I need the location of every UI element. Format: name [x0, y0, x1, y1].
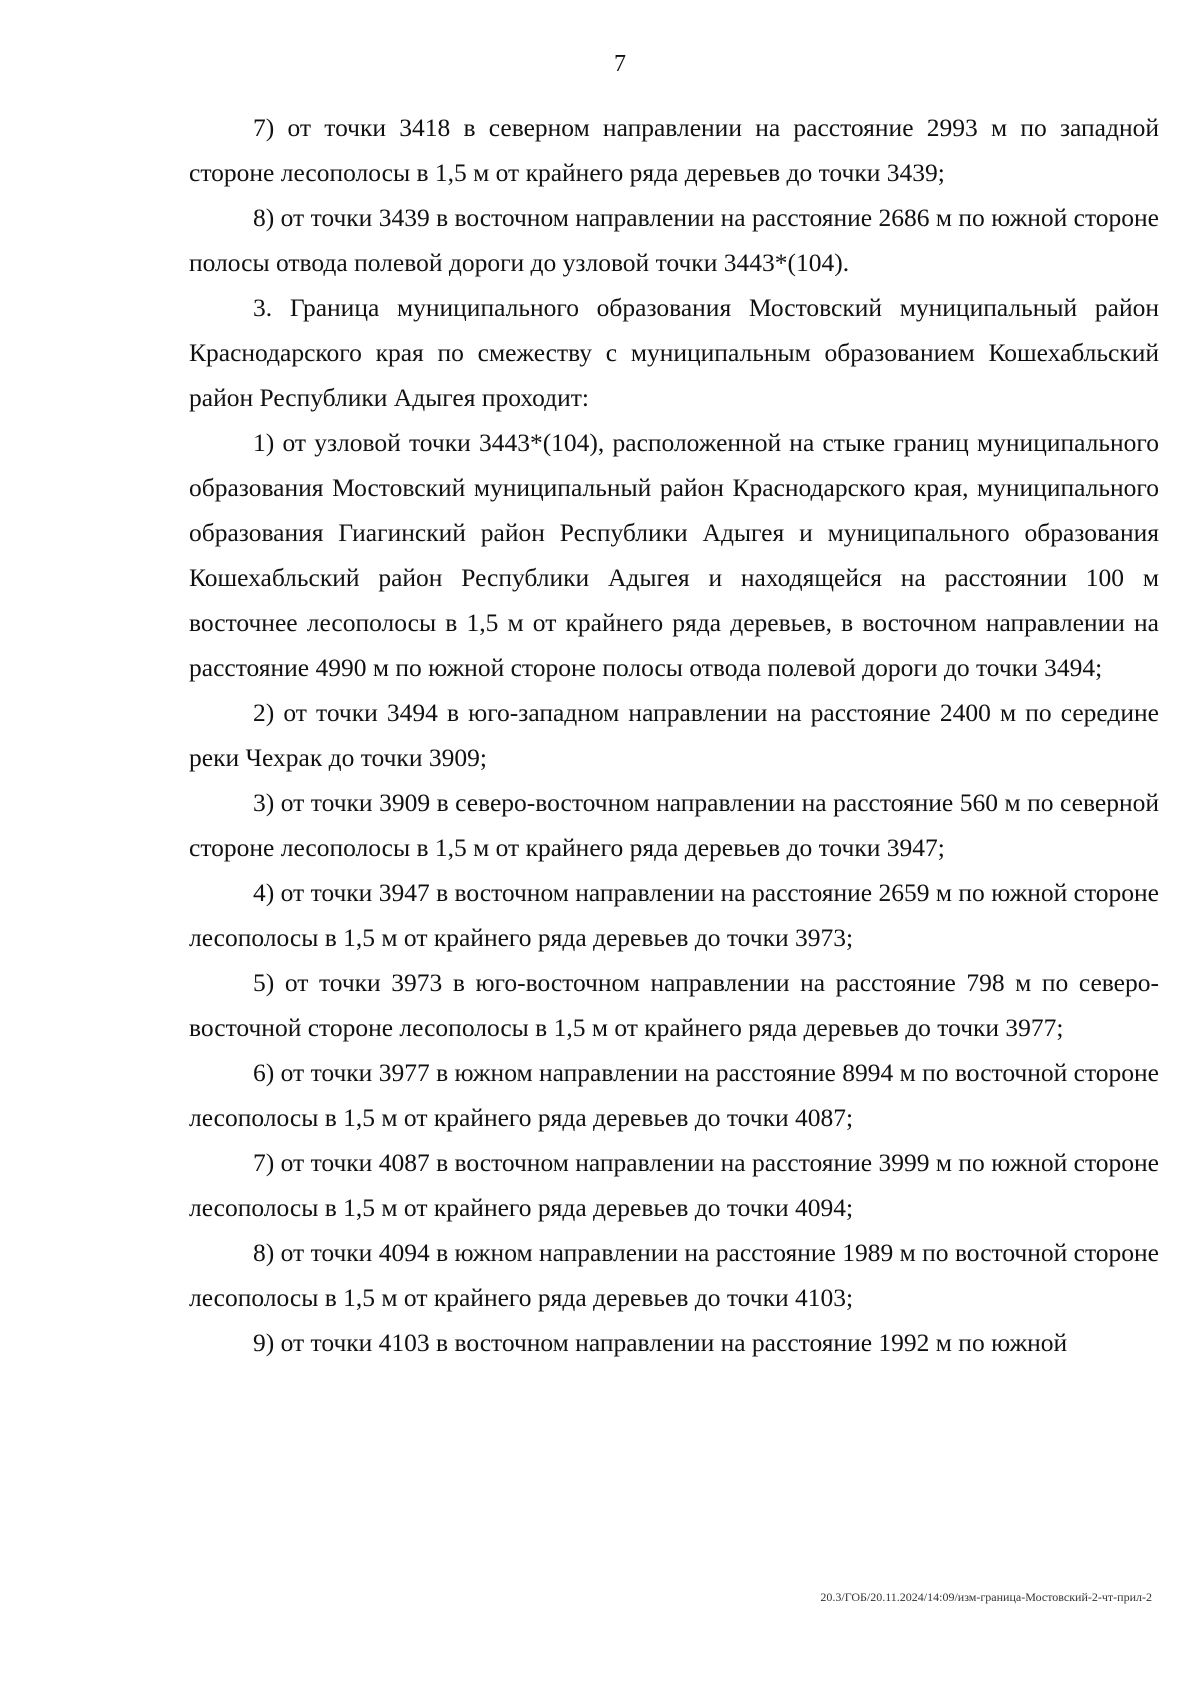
document-body — [189, 105, 1159, 1365]
paragraph-item-9: 9) от точки 4103 в восточном направлении на расстояние 1992 м по южной — [253, 1328, 1068, 1357]
paragraph-item-2: 2) от точки 3494 в юго-западном направлении на расстояние 2400 м по середине реки Чехрак до точки 3909; — [189, 698, 1159, 772]
paragraph-item-8-south: 8) от точки 3439 в восточном направлении на расстояние 2686 м по южной стороне полосы отвода полевой дороги до узловой точки 3443*(104). — [189, 203, 1159, 277]
paragraph-item-3: 3) от точки 3909 в северо-восточном направлении на расстояние 560 м по северной стороне лесополосы в 1,5 м от крайнего ряда деревьев до точки 3947; — [189, 788, 1159, 862]
paragraph-item-1: 1) от узловой точки 3443*(104), расположенной на стыке границ муниципального образования Мостовский муниципальный район Краснодарского края, муниципального образования Гиагинский район Республики Адыгея и муниципального образования Кошехабльский район Республики Адыгея и находящейся на расстоянии 100 м восточнее лесополосы в 1,5 м от крайнего ряда деревьев, в восточном направлении на расстояние 4990 м по южной стороне полосы отвода полевой дороги до точки 3494; — [189, 428, 1159, 682]
paragraph-item-4: 4) от точки 3947 в восточном направлении на расстояние 2659 м по южной стороне лесополосы в 1,5 м от крайнего ряда деревьев до точки 3973; — [189, 878, 1159, 952]
paragraph-section-3-heading: 3. Граница муниципального образования Мостовский муниципальный район Краснодарского края по смежеству с муниципальным образованием Кошехабльский район Республики Адыгея проходит: — [189, 293, 1159, 412]
page-number: 7 — [614, 51, 626, 77]
paragraph-item-7-west: 7) от точки 3418 в северном направлении на расстояние 2993 м по западной стороне лесополосы в 1,5 м от крайнего ряда деревьев до точки 3439; — [189, 113, 1159, 187]
document-footer: 20.3/ГОБ/20.11.2024/14:09/изм-граница-Мостовский-2-чт-прил-2 — [820, 1590, 1152, 1604]
paragraph-item-6: 6) от точки 3977 в южном направлении на расстояние 8994 м по восточной стороне лесополосы в 1,5 м от крайнего ряда деревьев до точки 4087; — [189, 1058, 1159, 1132]
paragraph-item-8: 8) от точки 4094 в южном направлении на расстояние 1989 м по восточной стороне лесополосы в 1,5 м от крайнего ряда деревьев до точки 4103; — [189, 1238, 1159, 1312]
paragraph-item-7: 7) от точки 4087 в восточном направлении на расстояние 3999 м по южной стороне лесополосы в 1,5 м от крайнего ряда деревьев до точки 4094; — [189, 1148, 1159, 1222]
paragraph-item-5: 5) от точки 3973 в юго-восточном направлении на расстояние 798 м по северо-восточной стороне лесополосы в 1,5 м от крайнего ряда деревьев до точки 3977; — [189, 968, 1159, 1042]
